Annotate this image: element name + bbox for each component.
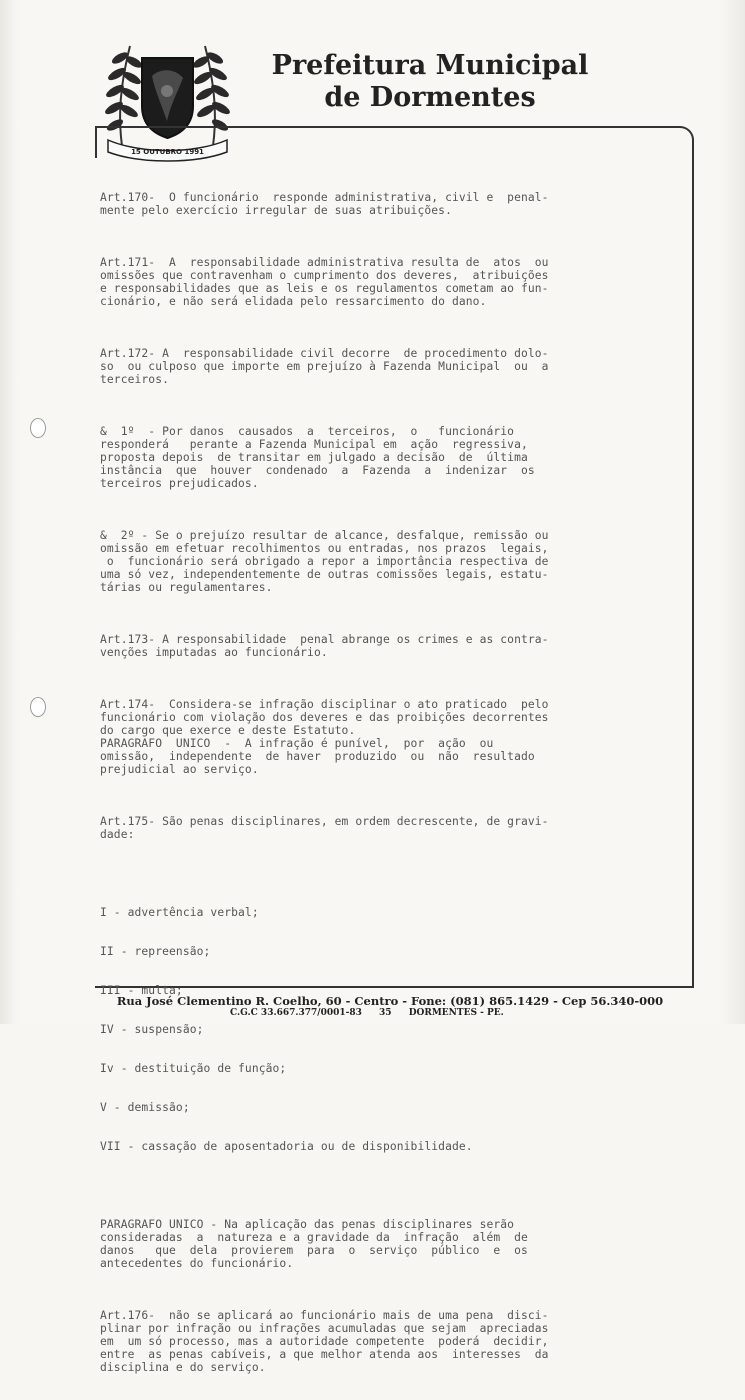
footer-address: Rua José Clementino R. Coelho, 60 - Centro - Fone: (081) 865.1429 - Cep 56.340-000	[116, 994, 664, 1008]
list-item: V - demissão;	[100, 1101, 190, 1114]
list-item: III - multa;	[100, 984, 183, 997]
page-number: 35	[379, 1008, 392, 1018]
article-176: Art.176- não se aplicará ao funcionário mais de uma pena disci- plinar por infração ou infrações acumuladas que sejam apreciadas em um só processo, mas a autoridade competente poderá decidir, entre as penas cabíveis, a que melhor atenda aos interesses da disciplina e do serviço.	[100, 1309, 549, 1374]
article-175: Art.175- São penas disciplinares, em ordem decrescente, de gravi- dade:	[100, 815, 549, 841]
article-175-sole-paragraph: PARAGRAFO UNICO - Na aplicação das penas disciplinares serão consideradas a natureza e a gravidade da infração além de danos que dela provierem para o serviço público e os antecedentes do funcionário.	[100, 1218, 528, 1270]
article-172-paragraph-1: & 1º - Por danos causados a terceiros, o funcionário responderá perante a Fazenda Municipal em ação regressiva, proposta depois de transitar em julgado a decisão de última instância que houver condenado a Fazenda a indenizar os terceiros prejudicados.	[100, 425, 535, 490]
document-body	[100, 165, 680, 1400]
list-item: I - advertência verbal;	[100, 906, 259, 919]
list-item: IV - suspensão;	[100, 1023, 204, 1036]
article-172: Art.172- A responsabilidade civil decorre de procedimento dolo- so ou culposo que importe em prejuízo à Fazenda Municipal ou a terceiros.	[100, 347, 549, 386]
footer-city: DORMENTES - PE.	[408, 1008, 504, 1018]
article-174: Art.174- Considera-se infração disciplinar o ato praticado pelo funcionário com violação dos deveres e das proibições decorrentes do cargo que exerce e deste Estatuto. PARAGRAFO UNICO - A infração é punível, por ação ou omissão, independente de haver produzido ou não resultado prejudicial ao serviço.	[100, 698, 549, 776]
title-line-2: de Dormentes	[324, 82, 536, 113]
crest-banner-text: 15 OUTUBRO 1991	[131, 148, 204, 156]
article-173: Art.173- A responsabilidade penal abrange os crimes e as contra- venções imputadas ao funcionário.	[100, 633, 549, 659]
footer-cgc: C.G.C 33.667.377/0001-83	[230, 1008, 362, 1018]
page-title	[255, 50, 605, 114]
article-170: Art.170- O funcionário responde administrativa, civil e penal- mente pelo exercício irregular de suas atribuições.	[100, 191, 549, 217]
penalties-list	[100, 880, 680, 1179]
list-item: Iv - destituição de função;	[100, 1062, 287, 1075]
punch-hole	[30, 697, 46, 717]
list-item: II - repreensão;	[100, 945, 211, 958]
title-line-1: Prefeitura Municipal	[271, 50, 589, 81]
article-172-paragraph-2: & 2º - Se o prejuízo resultar de alcance, desfalque, remissão ou omissão em efetuar recolhimentos ou entradas, nos prazos legais, o funcionário será obrigado a repor a importância respectiva de uma só vez, independentemente de outras comissões legais, estatu- tárias ou regulamentares.	[100, 529, 549, 594]
footer-info	[230, 1008, 560, 1018]
frame-left-tick	[95, 126, 97, 158]
article-171: Art.171- A responsabilidade administrativa resulta de atos ou omissões que contravenham o cumprimento dos deveres, atribuições e responsabilidades que as leis e os regulamentos cometam ao fun- cionário, e não será elidada pelo ressarcimento do dano.	[100, 256, 549, 308]
list-item: VII - cassação de aposentadoria ou de disponibilidade.	[100, 1140, 473, 1153]
punch-hole	[30, 418, 46, 438]
